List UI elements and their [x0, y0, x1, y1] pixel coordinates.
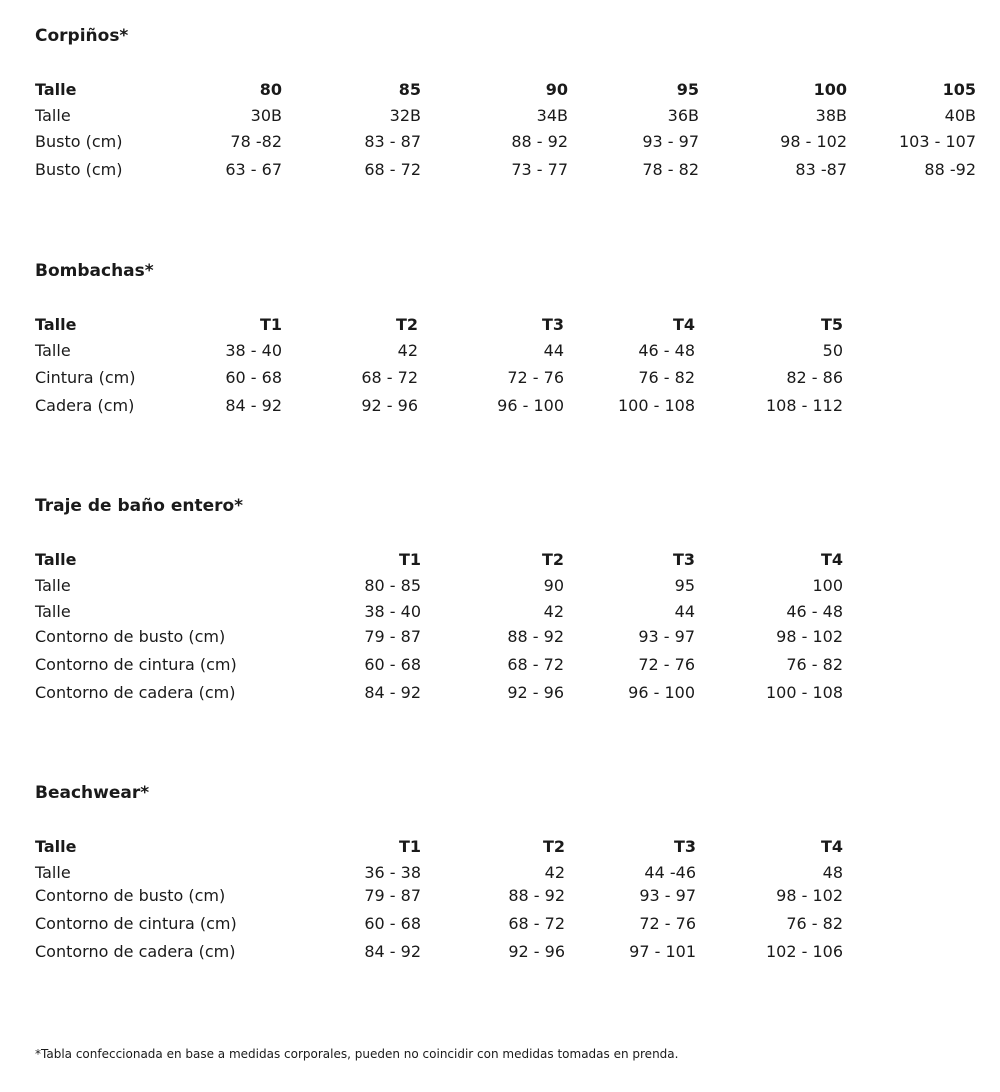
- section-title-beachwear: Beachwear*: [35, 783, 150, 803]
- size-header-cell: T5: [820, 315, 843, 334]
- size-cell: 98 - 102: [776, 886, 843, 905]
- size-cell: 88 - 92: [508, 886, 565, 905]
- row-label: Cadera (cm): [35, 396, 135, 415]
- size-cell: 60 - 68: [364, 914, 421, 933]
- size-header-cell: T2: [395, 315, 418, 334]
- size-cell: 42: [544, 863, 565, 882]
- size-cell: 102 - 106: [765, 942, 843, 961]
- size-cell: 79 - 87: [364, 627, 421, 646]
- size-cell: 78 - 82: [642, 160, 699, 179]
- size-header-cell: 85: [398, 80, 421, 99]
- size-cell: 84 - 92: [364, 942, 421, 961]
- size-cell: 98 - 102: [776, 627, 843, 646]
- size-cell: 76 - 82: [638, 368, 695, 387]
- size-cell: 84 - 92: [364, 683, 421, 702]
- size-cell: 108 - 112: [765, 396, 843, 415]
- size-cell: 34B: [536, 106, 568, 125]
- row-label: Contorno de cadera (cm): [35, 683, 236, 702]
- size-header-cell: T2: [542, 837, 565, 856]
- row-label: Talle: [35, 576, 71, 595]
- row-label: Busto (cm): [35, 160, 123, 179]
- table-row: [35, 653, 995, 677]
- row-label: Contorno de busto (cm): [35, 886, 226, 905]
- size-cell: 90: [543, 576, 564, 595]
- size-cell: 76 - 82: [786, 655, 843, 674]
- size-cell: 84 - 92: [225, 396, 282, 415]
- size-cell: 36 - 38: [364, 863, 421, 882]
- size-cell: 68 - 72: [507, 655, 564, 674]
- row-label: Contorno de cintura (cm): [35, 655, 237, 674]
- size-header-cell: 95: [676, 80, 699, 99]
- size-cell: 68 - 72: [508, 914, 565, 933]
- size-cell: 68 - 72: [364, 160, 421, 179]
- size-header-cell: T2: [541, 550, 564, 569]
- size-cell: 100: [812, 576, 843, 595]
- size-header-cell: T3: [672, 550, 695, 569]
- size-cell: 40B: [944, 106, 976, 125]
- size-header-cell: 80: [259, 80, 282, 99]
- footnote: *Tabla confeccionada en base a medidas corporales, pueden no coincidir con medidas tomadas en prenda.: [35, 1047, 679, 1061]
- table-row: [35, 912, 995, 936]
- size-cell: 100 - 108: [765, 683, 843, 702]
- size-cell: 72 - 76: [638, 655, 695, 674]
- size-cell: 92 - 96: [507, 683, 564, 702]
- size-cell: 96 - 100: [497, 396, 564, 415]
- size-cell: 83 - 87: [364, 132, 421, 151]
- size-cell: 72 - 76: [639, 914, 696, 933]
- size-cell: 48: [822, 863, 843, 882]
- size-cell: 44: [674, 602, 695, 621]
- size-cell: 100 - 108: [617, 396, 695, 415]
- row-label: Contorno de cadera (cm): [35, 942, 236, 961]
- size-header-cell: T4: [820, 550, 843, 569]
- size-cell: 36B: [667, 106, 699, 125]
- table-header-row: [35, 78, 995, 102]
- size-cell: 92 - 96: [508, 942, 565, 961]
- table-row: [35, 130, 995, 154]
- table-row: [35, 394, 995, 418]
- table-header-row: [35, 835, 995, 859]
- header-label: Talle: [35, 837, 77, 856]
- size-header-cell: T1: [398, 837, 421, 856]
- size-cell: 46 - 48: [638, 341, 695, 360]
- row-label: Talle: [35, 106, 71, 125]
- size-cell: 88 -92: [924, 160, 976, 179]
- size-cell: 46 - 48: [786, 602, 843, 621]
- size-header-cell: 105: [942, 80, 976, 99]
- section-title-bombachas: Bombachas*: [35, 261, 154, 281]
- size-cell: 38 - 40: [225, 341, 282, 360]
- size-cell: 83 -87: [795, 160, 847, 179]
- size-cell: 72 - 76: [507, 368, 564, 387]
- size-header-cell: T1: [398, 550, 421, 569]
- size-cell: 92 - 96: [361, 396, 418, 415]
- size-cell: 73 - 77: [511, 160, 568, 179]
- header-label: Talle: [35, 550, 77, 569]
- size-header-cell: T1: [259, 315, 282, 334]
- table-row: [35, 574, 995, 598]
- row-label: Talle: [35, 341, 71, 360]
- table-row: [35, 600, 995, 624]
- size-cell: 80 - 85: [364, 576, 421, 595]
- size-cell: 93 - 97: [638, 627, 695, 646]
- size-cell: 88 - 92: [507, 627, 564, 646]
- row-label: Busto (cm): [35, 132, 123, 151]
- row-label: Cintura (cm): [35, 368, 136, 387]
- size-cell: 93 - 97: [642, 132, 699, 151]
- table-row: [35, 104, 995, 128]
- table-row: [35, 681, 995, 705]
- size-header-cell: T4: [820, 837, 843, 856]
- size-cell: 78 -82: [230, 132, 282, 151]
- row-label: Contorno de busto (cm): [35, 627, 226, 646]
- table-row: [35, 366, 995, 390]
- row-label: Talle: [35, 863, 71, 882]
- size-header-cell: T3: [541, 315, 564, 334]
- size-header-cell: T3: [673, 837, 696, 856]
- table-header-row: [35, 313, 995, 337]
- size-cell: 63 - 67: [225, 160, 282, 179]
- size-cell: 60 - 68: [364, 655, 421, 674]
- size-cell: 44: [543, 341, 564, 360]
- table-row: [35, 158, 995, 182]
- size-cell: 103 - 107: [898, 132, 976, 151]
- table-row: [35, 625, 995, 649]
- size-cell: 98 - 102: [780, 132, 847, 151]
- size-cell: 44 -46: [644, 863, 696, 882]
- table-row: [35, 884, 995, 908]
- table-header-row: [35, 548, 995, 572]
- size-cell: 95: [674, 576, 695, 595]
- size-cell: 60 - 68: [225, 368, 282, 387]
- size-cell: 42: [397, 341, 418, 360]
- size-cell: 30B: [250, 106, 282, 125]
- header-label: Talle: [35, 80, 77, 99]
- size-header-cell: 90: [545, 80, 568, 99]
- table-row: [35, 861, 995, 885]
- size-cell: 50: [822, 341, 843, 360]
- size-cell: 79 - 87: [364, 886, 421, 905]
- size-cell: 96 - 100: [628, 683, 695, 702]
- row-label: Talle: [35, 602, 71, 621]
- header-label: Talle: [35, 315, 77, 334]
- size-cell: 88 - 92: [511, 132, 568, 151]
- size-header-cell: 100: [813, 80, 847, 99]
- row-label: Contorno de cintura (cm): [35, 914, 237, 933]
- table-row: [35, 339, 995, 363]
- size-cell: 97 - 101: [629, 942, 696, 961]
- section-title-corpinos: Corpiños*: [35, 26, 129, 46]
- size-cell: 38 - 40: [364, 602, 421, 621]
- size-cell: 76 - 82: [786, 914, 843, 933]
- table-row: [35, 940, 995, 964]
- size-cell: 38B: [815, 106, 847, 125]
- size-header-cell: T4: [672, 315, 695, 334]
- section-title-traje-de-bano-entero: Traje de baño entero*: [35, 496, 244, 516]
- size-cell: 82 - 86: [786, 368, 843, 387]
- size-cell: 68 - 72: [361, 368, 418, 387]
- size-cell: 42: [543, 602, 564, 621]
- size-cell: 93 - 97: [639, 886, 696, 905]
- size-cell: 32B: [389, 106, 421, 125]
